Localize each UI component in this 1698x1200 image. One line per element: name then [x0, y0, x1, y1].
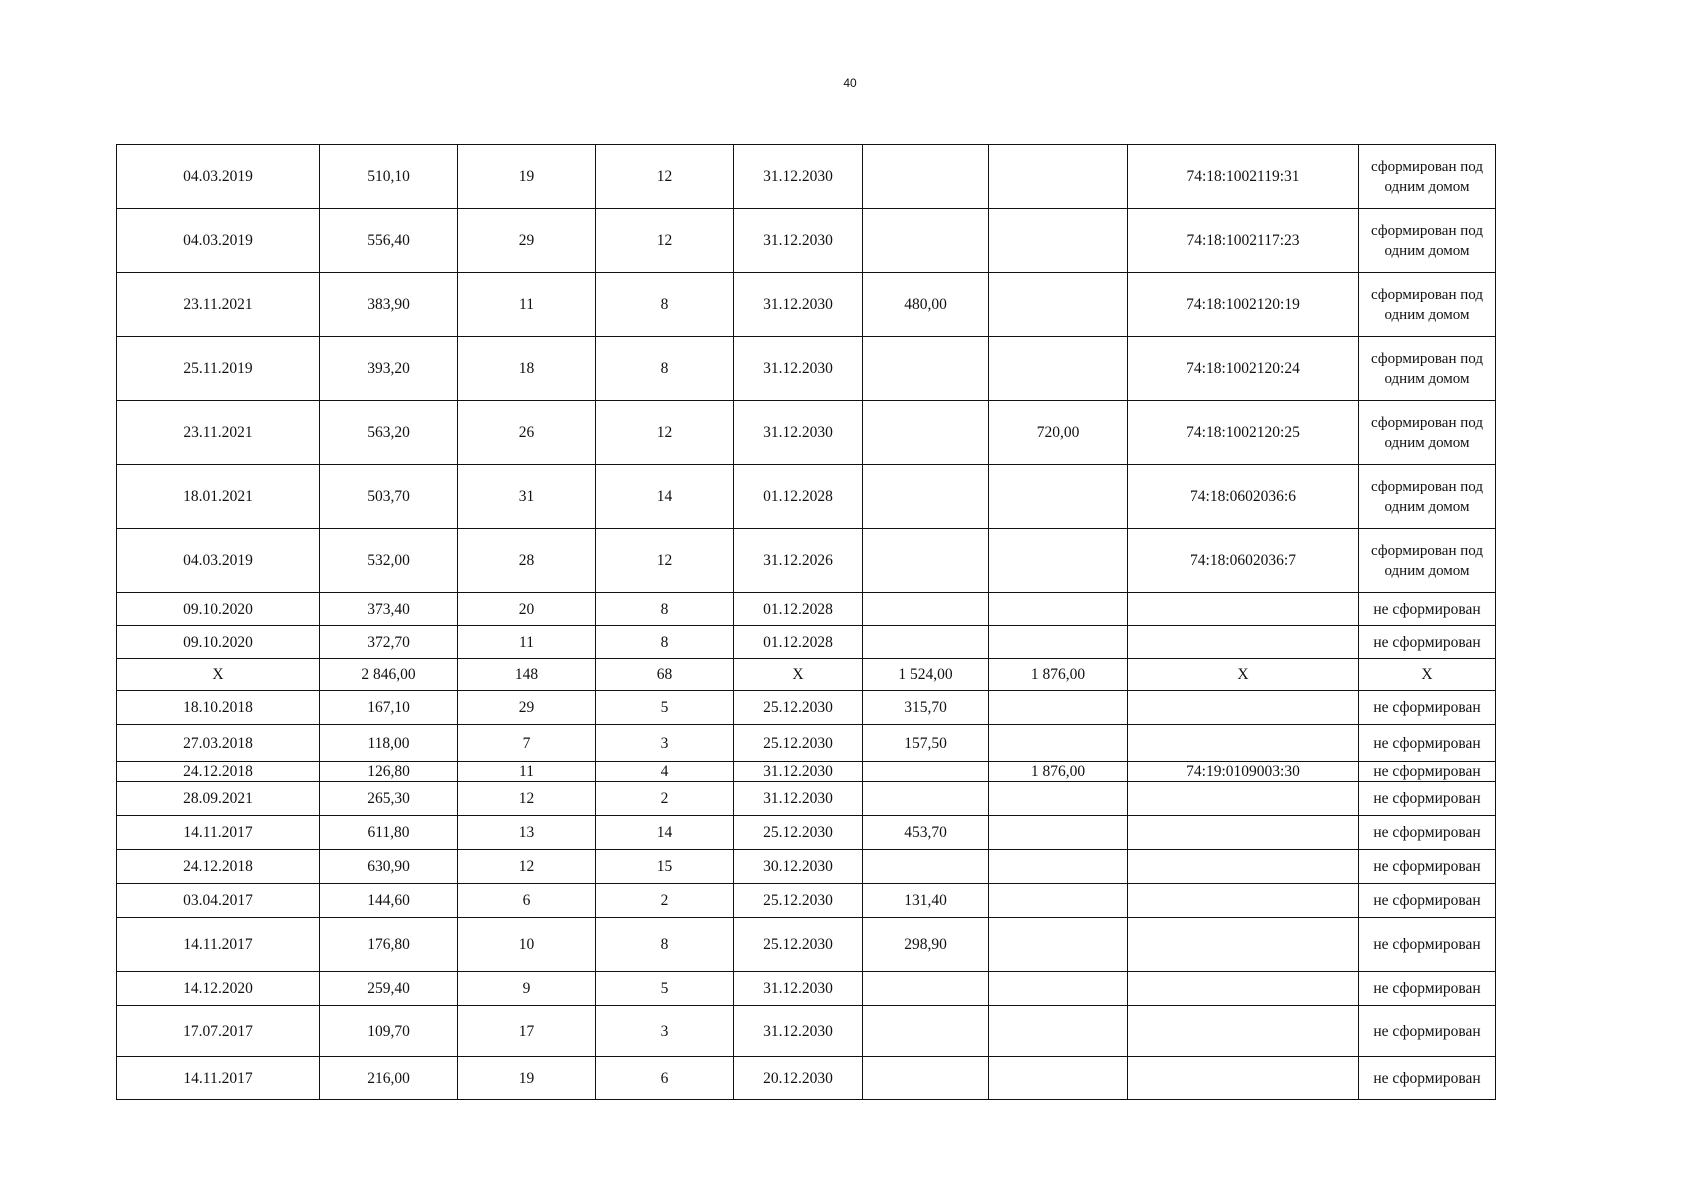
cell-area: 563,20 [320, 401, 458, 465]
cell-cadastral-number [1128, 593, 1359, 626]
cell-value-b [989, 593, 1128, 626]
cell-count-a: 9 [458, 972, 596, 1006]
table-row [117, 337, 1496, 401]
cell-value-a [863, 465, 989, 529]
cell-area: 176,80 [320, 918, 458, 972]
cell-count-b: 2 [596, 782, 734, 816]
page-number: 40 [843, 76, 857, 90]
cell-area: 126,80 [320, 762, 458, 782]
cell-area: 510,10 [320, 145, 458, 209]
cell-deadline: 25.12.2030 [734, 691, 863, 725]
cell-date: 24.12.2018 [117, 762, 320, 782]
cell-area: 383,90 [320, 273, 458, 337]
cell-value-a: 157,50 [863, 725, 989, 762]
cell-area: 265,30 [320, 782, 458, 816]
cell-deadline: 25.12.2030 [734, 884, 863, 918]
cell-count-b: 12 [596, 145, 734, 209]
cell-count-a: 12 [458, 850, 596, 884]
cell-date: 14.11.2017 [117, 816, 320, 850]
cell-date: X [117, 659, 320, 691]
cell-cadastral-number [1128, 1006, 1359, 1057]
cell-value-a [863, 762, 989, 782]
cell-count-a: 11 [458, 626, 596, 659]
cell-count-a: 29 [458, 691, 596, 725]
cell-count-b: 8 [596, 593, 734, 626]
cell-value-a: 315,70 [863, 691, 989, 725]
cell-area: 216,00 [320, 1057, 458, 1100]
cell-deadline: 31.12.2030 [734, 273, 863, 337]
cell-deadline: 20.12.2030 [734, 1057, 863, 1100]
cell-count-a: 19 [458, 1057, 596, 1100]
cell-deadline: 31.12.2030 [734, 972, 863, 1006]
cell-deadline: 31.12.2030 [734, 782, 863, 816]
table-row [117, 273, 1496, 337]
cell-count-b: 6 [596, 1057, 734, 1100]
cell-status: сформирован под одним домом [1359, 273, 1496, 337]
cell-deadline: 25.12.2030 [734, 725, 863, 762]
cell-date: 25.11.2019 [117, 337, 320, 401]
cell-value-b [989, 529, 1128, 593]
cell-deadline: 01.12.2028 [734, 465, 863, 529]
cell-value-a: 480,00 [863, 273, 989, 337]
table-row [117, 1057, 1496, 1100]
table-row [117, 626, 1496, 659]
cell-count-b: 8 [596, 918, 734, 972]
cell-value-a [863, 401, 989, 465]
cell-deadline: X [734, 659, 863, 691]
cell-status: не сформирован [1359, 762, 1496, 782]
cell-count-a: 7 [458, 725, 596, 762]
cell-value-b [989, 972, 1128, 1006]
cell-status: не сформирован [1359, 1006, 1496, 1057]
cell-date: 17.07.2017 [117, 1006, 320, 1057]
cell-date: 09.10.2020 [117, 593, 320, 626]
table-row [117, 918, 1496, 972]
cell-count-a: 11 [458, 273, 596, 337]
cell-value-a: 1 524,00 [863, 659, 989, 691]
cell-count-b: 3 [596, 725, 734, 762]
table-row [117, 691, 1496, 725]
cell-count-a: 29 [458, 209, 596, 273]
cell-cadastral-number [1128, 725, 1359, 762]
cell-cadastral-number [1128, 972, 1359, 1006]
cell-value-b [989, 209, 1128, 273]
cell-value-a: 131,40 [863, 884, 989, 918]
cell-count-b: 14 [596, 816, 734, 850]
table-row [117, 401, 1496, 465]
cell-area: 503,70 [320, 465, 458, 529]
cell-status: не сформирован [1359, 816, 1496, 850]
cell-count-b: 12 [596, 401, 734, 465]
cell-date: 24.12.2018 [117, 850, 320, 884]
cell-status: сформирован под одним домом [1359, 465, 1496, 529]
cell-value-a [863, 593, 989, 626]
cell-status: сформирован под одним домом [1359, 529, 1496, 593]
table-row [117, 782, 1496, 816]
table-row [117, 209, 1496, 273]
cell-deadline: 31.12.2030 [734, 337, 863, 401]
cell-deadline: 31.12.2030 [734, 145, 863, 209]
cell-count-b: 8 [596, 273, 734, 337]
cell-count-a: 13 [458, 816, 596, 850]
cell-date: 09.10.2020 [117, 626, 320, 659]
cell-cadastral-number: 74:19:0109003:30 [1128, 762, 1359, 782]
cell-count-b: 2 [596, 884, 734, 918]
table-row [117, 884, 1496, 918]
cell-cadastral-number: 74:18:0602036:6 [1128, 465, 1359, 529]
cell-value-b [989, 725, 1128, 762]
cell-value-b [989, 691, 1128, 725]
table-row [117, 1006, 1496, 1057]
table-row [117, 145, 1496, 209]
cell-value-b [989, 337, 1128, 401]
cell-deadline: 30.12.2030 [734, 850, 863, 884]
cell-status: сформирован под одним домом [1359, 401, 1496, 465]
cell-area: 259,40 [320, 972, 458, 1006]
cell-value-a [863, 1057, 989, 1100]
cell-date: 04.03.2019 [117, 209, 320, 273]
cell-count-a: 26 [458, 401, 596, 465]
cell-status: не сформирован [1359, 972, 1496, 1006]
cell-value-b: 1 876,00 [989, 762, 1128, 782]
cell-date: 18.01.2021 [117, 465, 320, 529]
cell-count-a: 17 [458, 1006, 596, 1057]
table-row [117, 465, 1496, 529]
cell-value-a [863, 972, 989, 1006]
cell-area: 167,10 [320, 691, 458, 725]
cell-status: не сформирован [1359, 691, 1496, 725]
cell-date: 04.03.2019 [117, 145, 320, 209]
cell-date: 23.11.2021 [117, 273, 320, 337]
cell-value-b [989, 465, 1128, 529]
cell-count-a: 31 [458, 465, 596, 529]
cell-date: 03.04.2017 [117, 884, 320, 918]
cell-date: 04.03.2019 [117, 529, 320, 593]
table-row [117, 529, 1496, 593]
cell-value-b [989, 1006, 1128, 1057]
table-row [117, 593, 1496, 626]
cell-count-b: 12 [596, 209, 734, 273]
cell-cadastral-number: 74:18:0602036:7 [1128, 529, 1359, 593]
cell-value-b [989, 1057, 1128, 1100]
cell-count-a: 11 [458, 762, 596, 782]
cell-date: 14.12.2020 [117, 972, 320, 1006]
cell-date: 18.10.2018 [117, 691, 320, 725]
cell-status: не сформирован [1359, 626, 1496, 659]
cell-status: не сформирован [1359, 918, 1496, 972]
cell-value-b: 1 876,00 [989, 659, 1128, 691]
cell-status: сформирован под одним домом [1359, 337, 1496, 401]
cell-value-a [863, 850, 989, 884]
cell-value-a [863, 209, 989, 273]
cell-cadastral-number [1128, 626, 1359, 659]
cell-date: 23.11.2021 [117, 401, 320, 465]
cell-deadline: 31.12.2030 [734, 401, 863, 465]
cell-value-a: 298,90 [863, 918, 989, 972]
cell-area: 532,00 [320, 529, 458, 593]
cell-value-b [989, 884, 1128, 918]
cell-count-a: 6 [458, 884, 596, 918]
cell-count-b: 5 [596, 972, 734, 1006]
cell-status: не сформирован [1359, 725, 1496, 762]
cell-count-a: 148 [458, 659, 596, 691]
cell-value-a [863, 337, 989, 401]
cell-count-b: 14 [596, 465, 734, 529]
cell-area: 630,90 [320, 850, 458, 884]
cell-cadastral-number: 74:18:1002120:19 [1128, 273, 1359, 337]
cell-value-b [989, 850, 1128, 884]
cell-area: 393,20 [320, 337, 458, 401]
cell-value-a [863, 1006, 989, 1057]
cell-value-b [989, 145, 1128, 209]
cell-status: не сформирован [1359, 1057, 1496, 1100]
cell-deadline: 01.12.2028 [734, 593, 863, 626]
table-row [117, 972, 1496, 1006]
cell-status: сформирован под одним домом [1359, 145, 1496, 209]
cell-area: 2 846,00 [320, 659, 458, 691]
cell-deadline: 01.12.2028 [734, 626, 863, 659]
cell-count-a: 20 [458, 593, 596, 626]
cell-value-b [989, 782, 1128, 816]
cell-count-a: 19 [458, 145, 596, 209]
cell-deadline: 31.12.2030 [734, 209, 863, 273]
cell-status: сформирован под одним домом [1359, 209, 1496, 273]
cell-deadline: 31.12.2030 [734, 1006, 863, 1057]
cell-area: 611,80 [320, 816, 458, 850]
cell-status: не сформирован [1359, 782, 1496, 816]
table-row [117, 850, 1496, 884]
cell-deadline: 31.12.2030 [734, 762, 863, 782]
cell-cadastral-number: 74:18:1002117:23 [1128, 209, 1359, 273]
cell-value-a [863, 145, 989, 209]
cell-value-a: 453,70 [863, 816, 989, 850]
cell-cadastral-number: 74:18:1002119:31 [1128, 145, 1359, 209]
cell-deadline: 25.12.2030 [734, 816, 863, 850]
cell-date: 14.11.2017 [117, 1057, 320, 1100]
data-table [116, 144, 1496, 1100]
cell-status: не сформирован [1359, 850, 1496, 884]
cell-cadastral-number [1128, 782, 1359, 816]
cell-status: не сформирован [1359, 884, 1496, 918]
cell-value-a [863, 782, 989, 816]
cell-value-a [863, 529, 989, 593]
cell-value-b [989, 273, 1128, 337]
cell-status: не сформирован [1359, 593, 1496, 626]
cell-count-b: 68 [596, 659, 734, 691]
cell-count-a: 28 [458, 529, 596, 593]
cell-cadastral-number [1128, 691, 1359, 725]
cell-value-b [989, 626, 1128, 659]
cell-count-a: 10 [458, 918, 596, 972]
cell-area: 372,70 [320, 626, 458, 659]
cell-value-b: 720,00 [989, 401, 1128, 465]
cell-date: 27.03.2018 [117, 725, 320, 762]
cell-deadline: 31.12.2026 [734, 529, 863, 593]
cell-area: 556,40 [320, 209, 458, 273]
cell-count-a: 18 [458, 337, 596, 401]
table-row [117, 816, 1496, 850]
cell-cadastral-number [1128, 884, 1359, 918]
cell-count-b: 8 [596, 626, 734, 659]
cell-cadastral-number [1128, 1057, 1359, 1100]
cell-count-b: 8 [596, 337, 734, 401]
cell-area: 373,40 [320, 593, 458, 626]
table-row [117, 762, 1496, 782]
cell-count-b: 4 [596, 762, 734, 782]
cell-count-b: 15 [596, 850, 734, 884]
cell-cadastral-number [1128, 918, 1359, 972]
cell-value-a [863, 626, 989, 659]
cell-count-b: 5 [596, 691, 734, 725]
cell-status: X [1359, 659, 1496, 691]
cell-count-b: 3 [596, 1006, 734, 1057]
cell-count-b: 12 [596, 529, 734, 593]
cell-value-b [989, 816, 1128, 850]
cell-cadastral-number: 74:18:1002120:24 [1128, 337, 1359, 401]
cell-value-b [989, 918, 1128, 972]
cell-deadline: 25.12.2030 [734, 918, 863, 972]
cell-date: 28.09.2021 [117, 782, 320, 816]
cell-count-a: 12 [458, 782, 596, 816]
table-row [117, 659, 1496, 691]
cell-area: 109,70 [320, 1006, 458, 1057]
cell-area: 118,00 [320, 725, 458, 762]
cell-date: 14.11.2017 [117, 918, 320, 972]
cell-cadastral-number [1128, 850, 1359, 884]
table-row [117, 725, 1496, 762]
cell-area: 144,60 [320, 884, 458, 918]
cell-cadastral-number: 74:18:1002120:25 [1128, 401, 1359, 465]
cell-cadastral-number [1128, 816, 1359, 850]
cell-cadastral-number: X [1128, 659, 1359, 691]
